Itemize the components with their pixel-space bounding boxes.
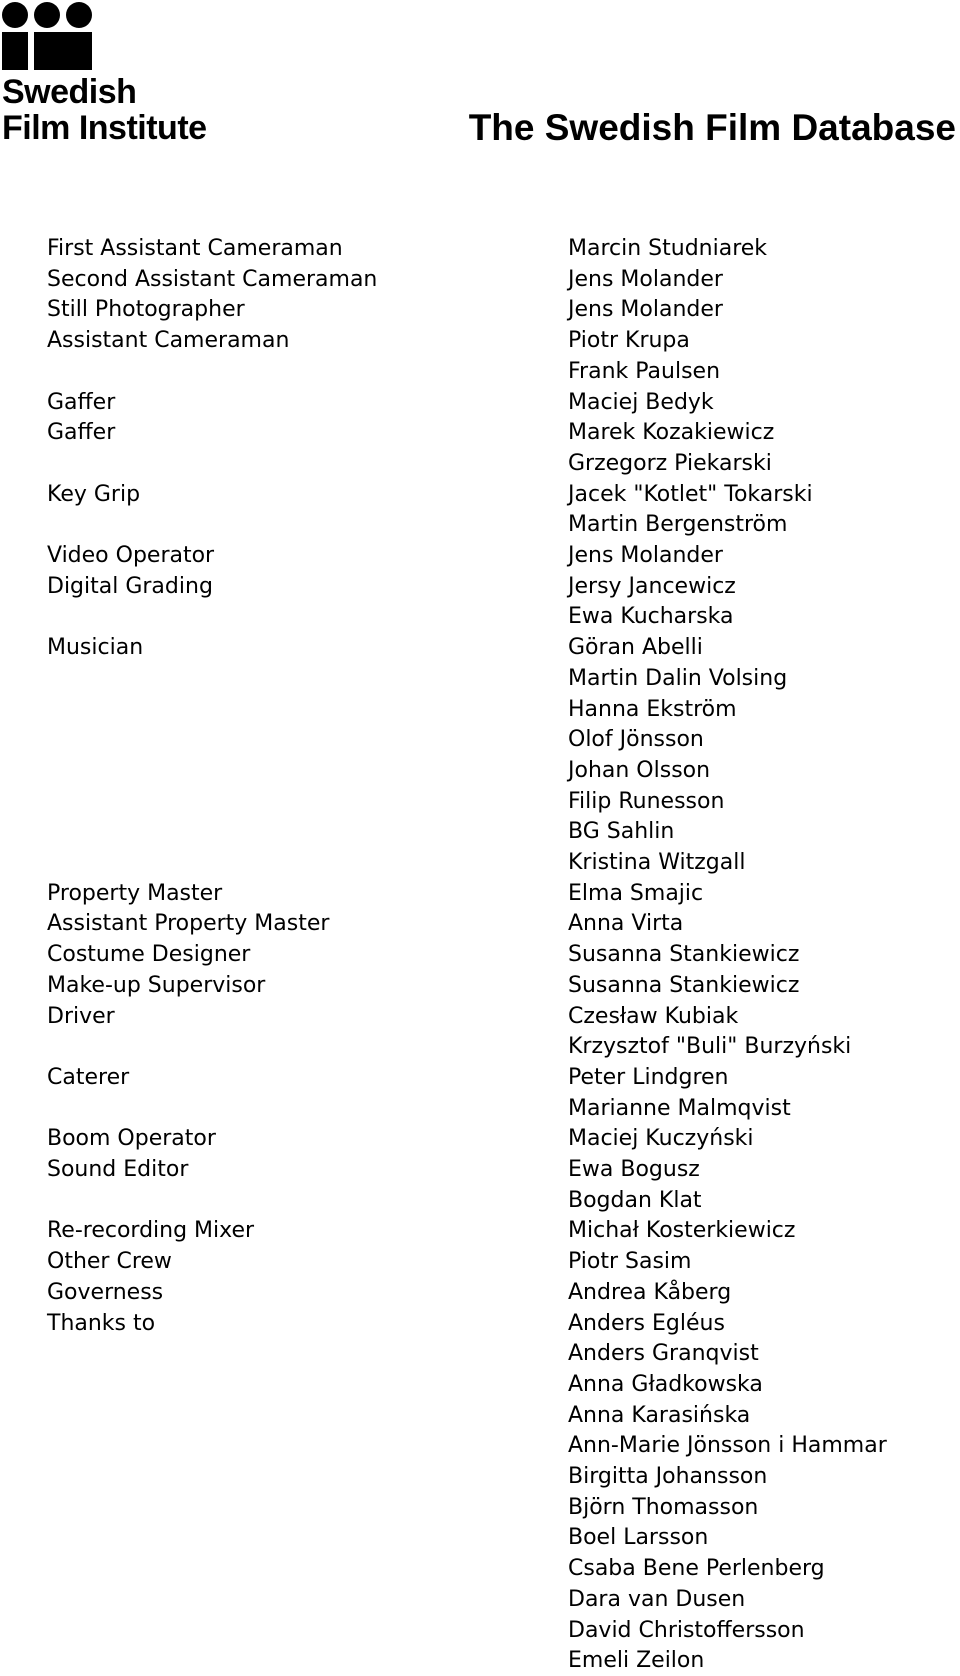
credit-row [0,601,960,632]
credit-name: Anna Gładkowska [568,1371,763,1397]
credit-row [0,387,960,418]
credit-name: Filip Runesson [568,788,725,814]
credit-role: Costume Designer [47,942,251,968]
credit-row [0,1246,960,1277]
credit-name: Boel Larsson [568,1525,709,1551]
logo-blocks-icon [2,32,242,70]
credit-role: Digital Grading [47,573,213,599]
logo-line-2: Film Institute [2,109,207,147]
credit-name: Anna Karasińska [568,1402,751,1428]
credit-row [0,724,960,755]
credit-row [0,1522,960,1553]
logo-dots-icon [2,2,242,28]
credit-name: Peter Lindgren [568,1064,729,1090]
credit-row [0,786,960,817]
credit-name: Maciej Kuczyński [568,1126,754,1152]
credit-name: Andrea Kåberg [568,1279,732,1305]
credit-name: Jens Molander [568,266,723,292]
credit-row [0,509,960,540]
credit-name: Anders Egléus [568,1310,725,1336]
credit-name: Johan Olsson [568,757,711,783]
credit-name: Ann-Marie Jönsson i Hammar [568,1433,887,1459]
credit-row [0,1553,960,1584]
credit-row [0,1430,960,1461]
credit-row [0,816,960,847]
credit-name: BG Sahlin [568,819,675,845]
credit-row [0,694,960,725]
credit-row [0,1308,960,1339]
credit-row [0,1062,960,1093]
credit-row [0,1645,960,1676]
credit-name: Martin Bergenström [568,512,788,538]
credit-role: Gaffer [47,420,116,446]
credit-name: Frank Paulsen [568,358,721,384]
credit-name: Emeli Zeilon [568,1648,705,1674]
credit-row [0,356,960,387]
credit-name: Marek Kozakiewicz [568,420,775,446]
credit-role: Caterer [47,1064,130,1090]
credit-row [0,939,960,970]
credit-name: Olof Jönsson [568,727,704,753]
credit-row [0,325,960,356]
credit-name: Jens Molander [568,297,723,323]
credit-name: David Christoffersson [568,1617,805,1643]
credit-row [0,1185,960,1216]
credit-name: Michał Kosterkiewicz [568,1218,796,1244]
credit-name: Göran Abelli [568,635,703,661]
credit-row [0,1031,960,1062]
credit-name: Ewa Bogusz [568,1157,700,1182]
credit-row [0,632,960,663]
credit-row [0,264,960,295]
credit-role: First Assistant Cameraman [47,236,343,261]
credit-role: Assistant Cameraman [47,328,290,354]
credit-name: Ewa Kucharska [568,604,734,630]
credit-name: Anders Granqvist [568,1341,759,1367]
credit-role: Musician [47,635,144,661]
credit-name: Martin Dalin Volsing [568,665,788,691]
credit-role: Other Crew [47,1249,172,1275]
credit-name: Anna Virta [568,911,684,937]
credit-row [0,970,960,1001]
credit-row [0,1277,960,1308]
credit-row [0,1400,960,1431]
credit-name: Marianne Malmqvist [568,1095,791,1121]
credit-name: Susanna Stankiewicz [568,942,800,968]
credit-row [0,1154,960,1185]
credit-row [0,908,960,939]
credit-role: Driver [47,1003,115,1029]
credit-row [0,571,960,602]
credit-row [0,663,960,694]
credit-name: Dara van Dusen [568,1586,746,1612]
credit-name: Jersy Jancewicz [568,573,736,599]
credit-row [0,448,960,479]
credit-name: Piotr Sasim [568,1249,692,1275]
credit-row [0,294,960,325]
credit-name: Jens Molander [568,543,723,568]
credit-row [0,479,960,510]
credit-row [0,1001,960,1032]
credit-row [0,540,960,571]
credit-role: Assistant Property Master [47,911,330,937]
credit-name: Czesław Kubiak [568,1003,739,1029]
credit-role: Second Assistant Cameraman [47,266,378,292]
credit-name: Grzegorz Piekarski [568,450,772,476]
credit-name: Björn Thomasson [568,1494,759,1520]
credit-name: Birgitta Johansson [568,1464,768,1489]
credit-name: Kristina Witzgall [568,850,746,875]
credit-row [0,1093,960,1124]
credit-role: Governess [47,1279,164,1305]
credit-role: Property Master [47,880,223,906]
credit-name: Maciej Bedyk [568,389,714,415]
credit-role: Thanks to [47,1310,156,1336]
credit-role: Video Operator [47,543,215,568]
credit-row [0,1123,960,1154]
credit-name: Bogdan Klat [568,1187,702,1213]
credit-row [0,233,960,264]
credit-row [0,1338,960,1369]
credit-role: Still Photographer [47,297,245,323]
credit-role: Gaffer [47,389,116,415]
credit-row [0,847,960,878]
credit-name: Krzysztof "Buli" Burzyński [568,1034,852,1060]
credit-name: Elma Smajic [568,880,704,906]
credit-row [0,755,960,786]
credit-row [0,417,960,448]
credit-row [0,1615,960,1646]
credit-role: Make-up Supervisor [47,972,266,998]
credit-role: Key Grip [47,481,141,507]
credit-row [0,1461,960,1492]
credit-row [0,1215,960,1246]
credit-name: Marcin Studniarek [568,236,768,261]
credit-row [0,1584,960,1615]
credit-name: Susanna Stankiewicz [568,972,800,998]
credit-row [0,1369,960,1400]
credit-name: Jacek "Kotlet" Tokarski [568,481,813,507]
credit-name: Csaba Bene Perlenberg [568,1556,825,1582]
credit-name: Piotr Krupa [568,328,690,354]
credit-row [0,1492,960,1523]
credit-role: Sound Editor [47,1157,189,1182]
credit-name: Hanna Ekström [568,696,737,722]
credit-role: Re-recording Mixer [47,1218,255,1244]
database-title: The Swedish Film Database [468,107,956,148]
credit-role: Boom Operator [47,1126,216,1152]
logo-line-1: Swedish [2,73,137,111]
swedish-film-institute-logo [2,2,242,152]
credit-row [0,878,960,909]
